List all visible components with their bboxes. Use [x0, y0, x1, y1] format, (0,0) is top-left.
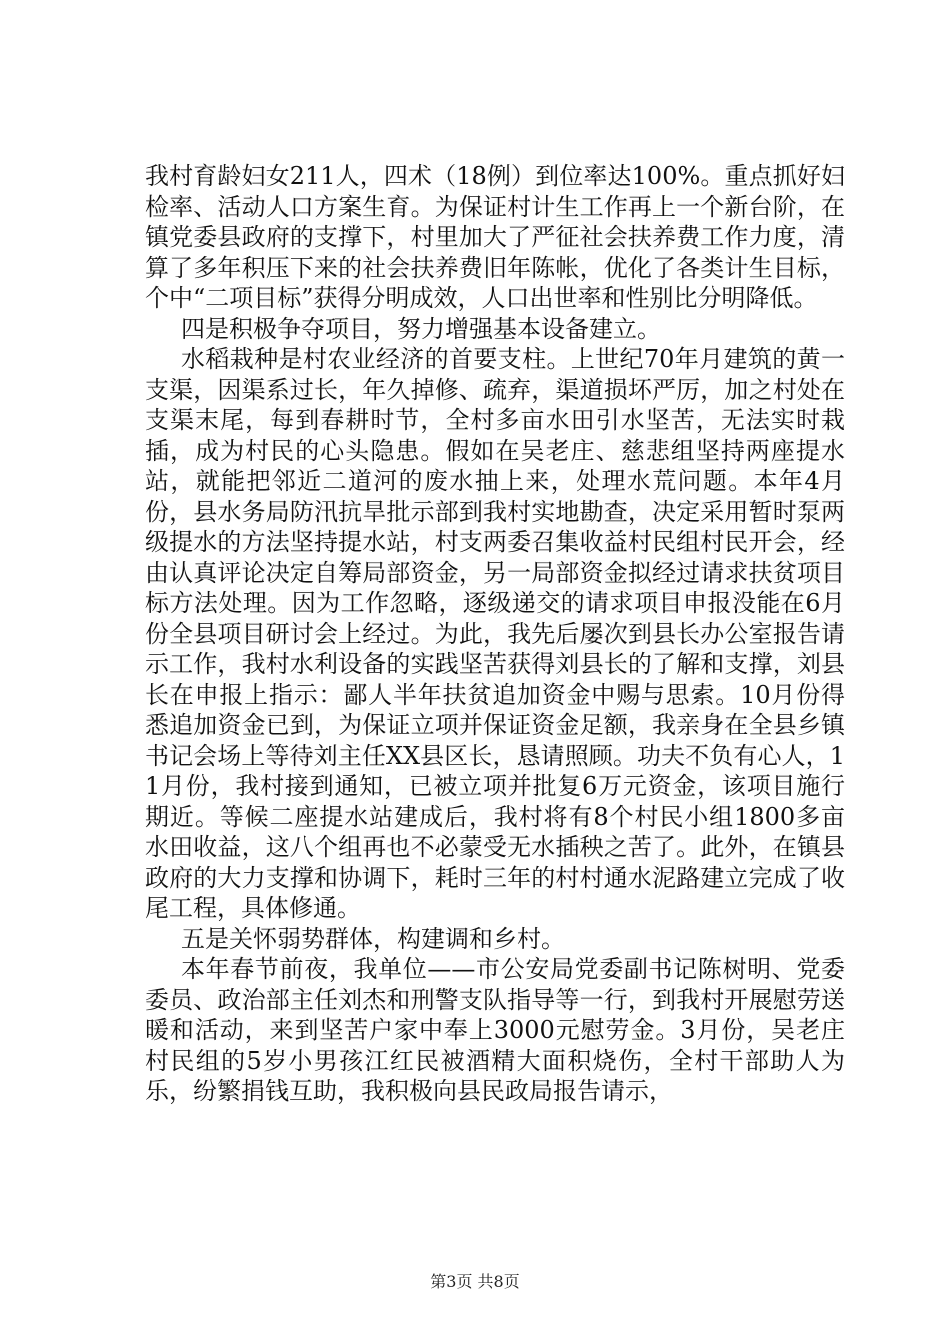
- paragraph-irrigation: 水稻栽种是村农业经济的首要支柱。上世纪70年月建筑的黄一支渠，因渠系过长，年久掉修、疏弃，渠道损坏严厉，加之村处在支渠末尾，每到春耕时节，全村多亩水田引水坚苦，无法实时栽插，成为村民的心头隐患。假如在吴老庄、慈悲组坚持两座提水站，就能把邻近二道河的废水抽上来，处理水荒问题。本年4月份，县水务局防汛抗旱批示部到我村实地勘查，决定采用暂时泵两级提水的方法坚持提水站，村支两委召集收益村民组村民开会，经由认真评论决定自筹局部资金，另一局部资金拟经过请求扶贫项目标方法处理。因为工作忽略，逐级递交的请求项目申报没能在6月份全县项目研讨会上经过。为此，我先后屡次到县长办公室报告请示工作，我村水利设备的实践坚苦获得刘县长的了解和支撑，刘县长在申报上指示：鄙人半年扶贫追加资金中赐与思索。10月份得悉追加资金已到，为保证立项并保证资金足额，我亲身在全县乡镇书记会场上等待刘主任XX县区长，恳请照顾。功夫不负有心人，11月份，我村接到通知，已被立项并批复6万元资金，该项目施行期近。等候二座提水站建成后，我村将有8个村民小组1800多亩水田收益，这八个组再也不必蒙受无水插秧之苦了。此外，在镇县政府的大力支撑和协调下，耗时三年的村村通水泥路建立完成了收尾工程，具体修通。: [145, 345, 845, 922]
- document-body: [145, 161, 845, 1107]
- paragraph-family-planning: 我村育龄妇女211人，四术（18例）到位率达100%。重点抓好妇检率、活动人口方案生育。为保证村计生工作再上一个新台阶，在镇党委县政府的支撑下，村里加大了严征社会扶养费工作力度，清算了多年积压下来的社会扶养费旧年陈帐，优化了各类计生目标，个中“二项目标”获得分明成效，人口出世率和性别比分明降低。: [145, 162, 845, 312]
- paragraph-vulnerable-groups: 本年春节前夜，我单位——市公安局党委副书记陈树明、党委委员、政治部主任刘杰和刑警支队指导等一行，到我村开展慰劳送暖和活动，来到坚苦户家中奉上3000元慰劳金。3月份，吴老庄村民组的5岁小男孩江红民被酒精大面积烧伤，全村干部助人为乐，纷繁捐钱互助，我积极向县民政局报告请示，: [145, 955, 845, 1105]
- section-heading-five: 五是关怀弱势群体，构建调和乡村。: [181, 924, 565, 953]
- page-footer: 第3页 共8页: [430, 1272, 520, 1291]
- section-heading-four: 四是积极争夺项目，努力增强基本设备建立。: [181, 314, 661, 343]
